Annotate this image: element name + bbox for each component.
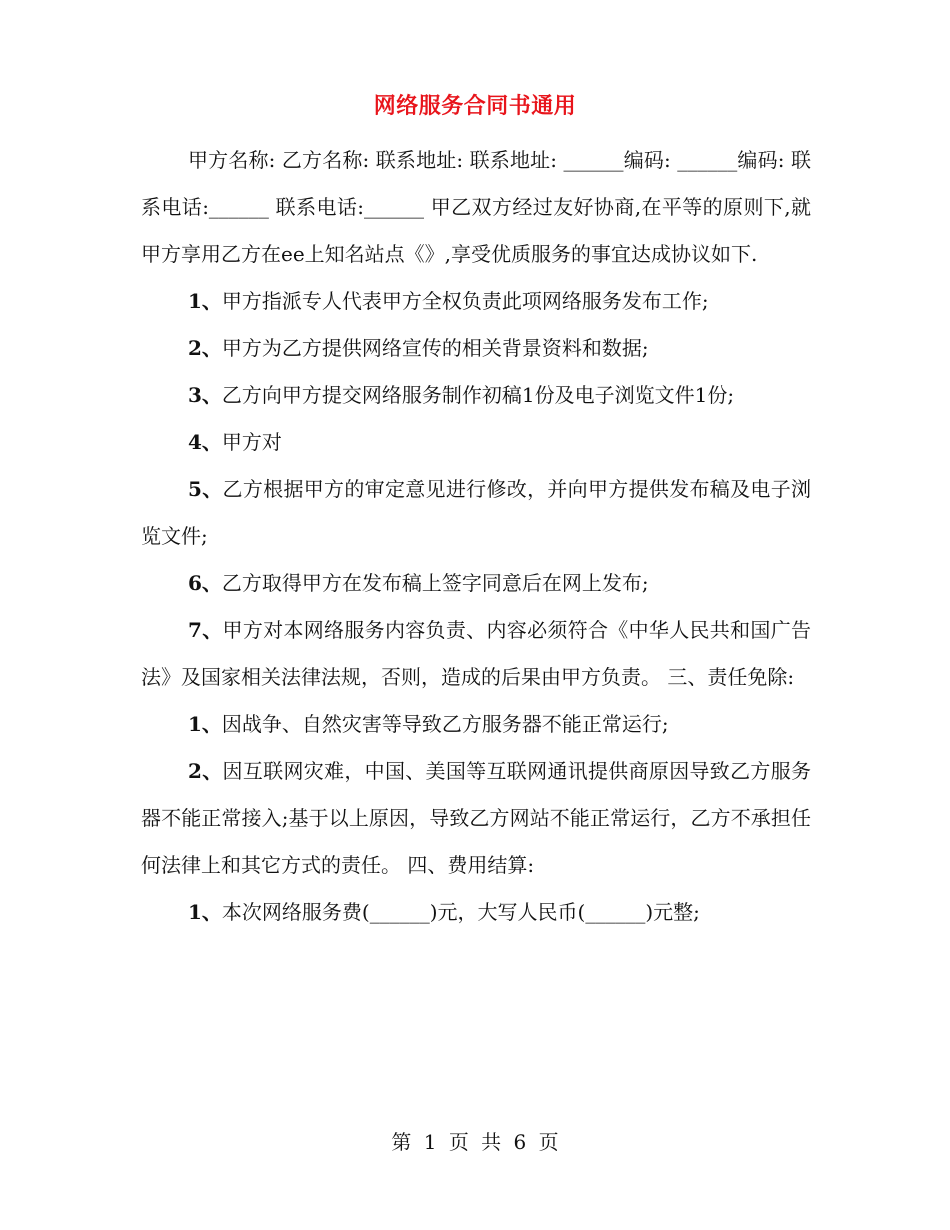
clause-number: 4、 [188,430,222,454]
clause-paragraph [141,466,811,560]
intro-paragraph: 甲方名称: 乙方名称: 联系地址: 联系地址: ______编码: ______编码: 联系电话:______ 联系电话:______ 甲乙双方经过友好协商,在平等的原则下,就甲方享用乙方在ee上知名站点《》,享受优质服务的事宜达成协议如下. [141,148,811,266]
clause-paragraph [141,560,811,607]
clause-number: 6、 [188,571,222,595]
clause-paragraph [141,372,811,419]
clause-text: 甲方指派专人代表甲方全权负责此项网络服务发布工作; [221,289,709,313]
clause-number: 2、 [188,336,222,360]
clause-number: 1、 [188,900,222,924]
document-body [141,137,811,936]
clause-text: 乙方向甲方提交网络服务制作初稿1份及电子浏览文件1份; [221,383,735,407]
page-footer: 第 1 页 共 6 页 [391,1130,559,1154]
clause-number: 1、 [188,712,222,736]
clause-text: 乙方取得甲方在发布稿上签字同意后在网上发布; [221,571,649,595]
clause-paragraph [141,748,811,889]
clause-text: 甲方对本网络服务内容负责、内容必须符合《中华人民共和国广告法》及国家相关法律法规，否则，造成的后果由甲方负责。 三、责任免除: [141,618,812,689]
clause-text: 甲方为乙方提供网络宣传的相关背景资料和数据; [221,336,649,360]
clause-text: 本次网络服务费(______)元，大写人民币(______)元整; [221,900,700,924]
clause-text: 乙方根据甲方的审定意见进行修改，并向甲方提供发布稿及电子浏览文件; [141,477,812,548]
clause-paragraph [141,278,811,325]
clause-text: 甲方对 [221,430,282,454]
clause-paragraph [141,607,811,701]
clause-number: 1、 [188,289,222,313]
clause-text: 因互联网灾难，中国、美国等互联网通讯提供商原因导致乙方服务器不能正常接入;基于以上原因，导致乙方网站不能正常运行，乙方不承担任何法律上和其它方式的责任。 四、费用结算: [141,759,812,877]
clause-number: 3、 [188,383,222,407]
clause-paragraph [141,419,811,466]
clause-number: 7、 [188,618,223,642]
document-title: 网络服务合同书通用 [373,93,577,119]
clause-paragraph [141,889,811,936]
clause-text: 因战争、自然灾害等导致乙方服务器不能正常运行; [221,712,669,736]
clause-paragraph [141,701,811,748]
clause-paragraph [141,325,811,372]
clause-number: 5、 [188,477,223,501]
clause-number: 2、 [188,759,223,783]
